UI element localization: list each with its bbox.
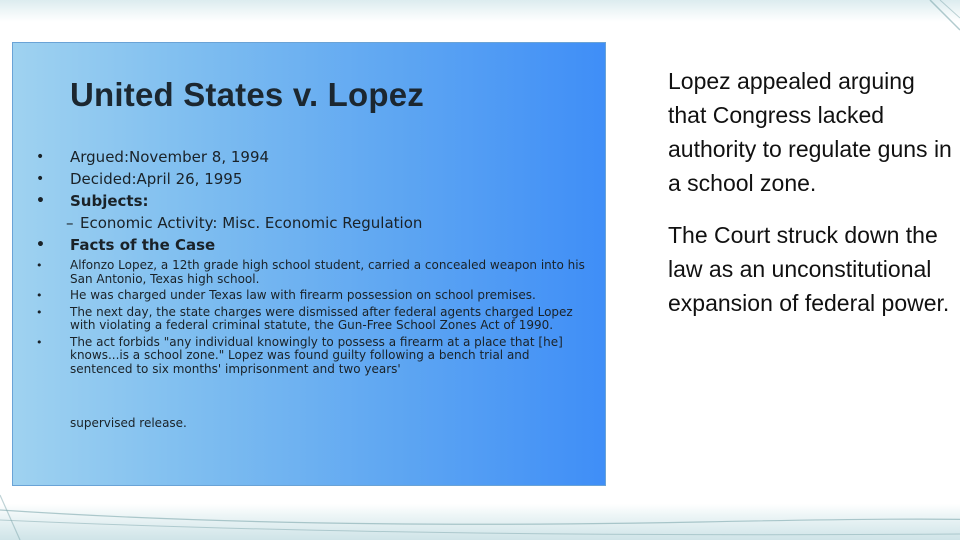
decorative-top-border — [0, 0, 960, 22]
bullet-icon: • — [36, 237, 45, 253]
case-details-list — [34, 146, 594, 376]
list-item-fact-2: • He was charged under Texas law with firearm possession on school premises. — [36, 288, 536, 302]
case-title: United States v. Lopez — [70, 76, 425, 113]
bullet-icon: • — [36, 193, 45, 209]
bullet-icon: • — [36, 305, 43, 319]
list-item-argued: • Argued:November 8, 1994 — [36, 148, 270, 166]
bullet-icon: • — [36, 335, 43, 349]
decorative-bottom-border — [0, 504, 960, 540]
list-item-subjects: • Subjects: — [36, 192, 149, 210]
list-item-decided: • Decided:April 26, 1995 — [36, 170, 243, 188]
bullet-icon: • — [36, 259, 43, 272]
list-item-facts: • Facts of the Case — [36, 236, 216, 254]
paragraph-appeal: Lopez appealed arguing that Congress lacked authority to regulate guns in a school zone. — [668, 68, 952, 196]
bullet-icon: • — [36, 171, 45, 187]
list-item-fact-1: • Alfonzo Lopez, a 12th grade high school student, carried a concealed weapon into his San Antonio, Texas high school. — [36, 258, 585, 286]
supervised-release-text: supervised release. — [70, 416, 187, 430]
bullet-icon: • — [36, 289, 43, 302]
list-item-fact-4: • The act forbids "any individual knowingly to possess a firearm at a place that [he] knows...is a school zone." Lopez was found guilty following a bench trial and sentenced to six months' imprisonment and two years' — [36, 334, 563, 376]
right-text-column — [668, 64, 954, 338]
bullet-icon: • — [36, 149, 45, 165]
list-item-fact-3: • The next day, the state charges were dismissed after federal agents charged Lopez with violating a federal criminal statute, the Gun-Free School Zones Act of 1990. — [36, 304, 573, 332]
dash-icon: – — [66, 214, 74, 232]
paragraph-ruling: The Court struck down the law as an unconstitutional expansion of federal power. — [668, 222, 950, 316]
subject-item: – Economic Activity: Misc. Economic Regulation — [66, 214, 423, 232]
